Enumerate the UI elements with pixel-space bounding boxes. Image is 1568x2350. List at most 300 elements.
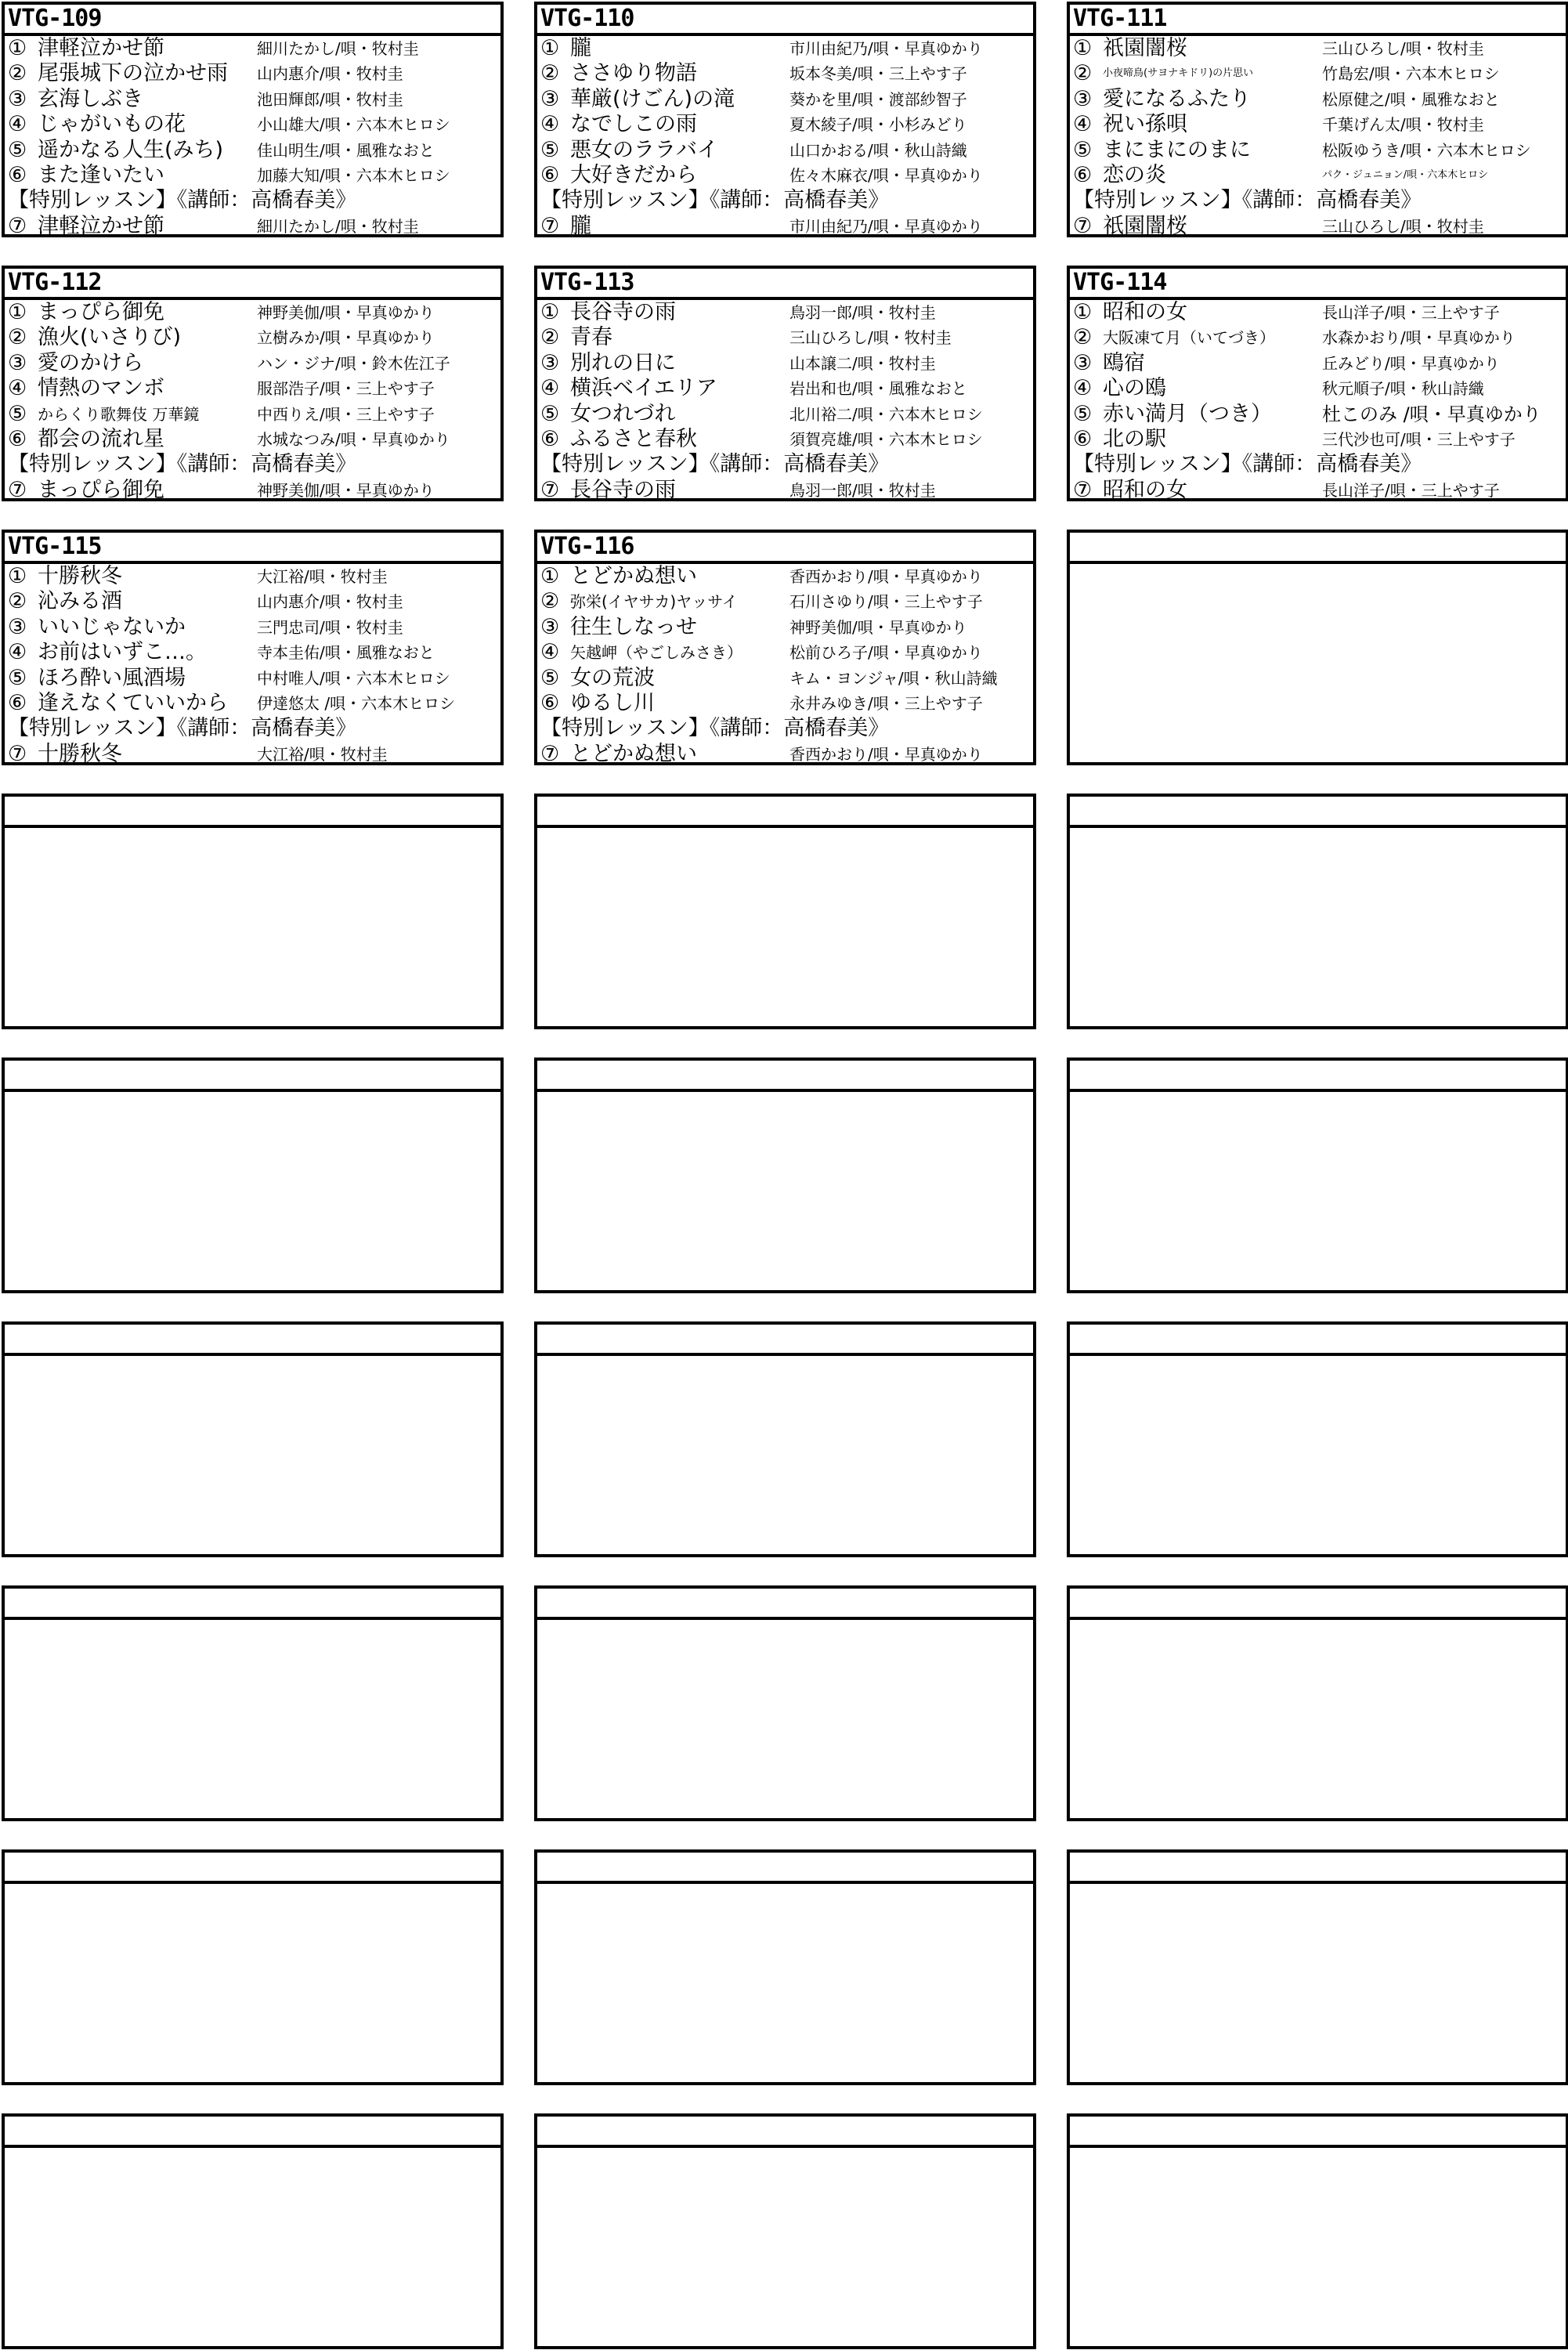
track-number: ⑥: [8, 426, 27, 451]
track-row: [537, 61, 1033, 86]
track-row: [537, 691, 1033, 716]
track-artist: 山本譲二/唄・牧村圭: [789, 353, 936, 373]
card: [534, 530, 1036, 765]
track-title: 華厳(けごん)の滝: [570, 86, 735, 111]
track-row: [537, 300, 1033, 325]
track-row: [1070, 300, 1566, 325]
track-row: [537, 640, 1033, 665]
track-number: ①: [8, 36, 27, 60]
track-artist: 立樹みか/唄・早真ゆかり: [257, 328, 435, 348]
track-title: 女の荒波: [570, 665, 655, 690]
track-row: [537, 376, 1033, 401]
card-header: [1070, 1325, 1566, 1356]
track-row: [5, 615, 500, 640]
track-number: ②: [8, 61, 27, 86]
track-title: お前はいずこ…。: [38, 640, 207, 665]
track-number: ③: [540, 350, 560, 375]
track-artist: 岩出和也/唄・風雅なおと: [789, 379, 967, 399]
track-title: 尾張城下の泣かせ雨: [38, 61, 228, 86]
card: [534, 266, 1036, 501]
track-list: [537, 2148, 1033, 2346]
track-title: 長谷寺の雨: [570, 300, 676, 324]
lesson-row: [1070, 188, 1566, 213]
track-artist: 葵かを里/唄・渡部紗智子: [789, 89, 967, 109]
track-artist: 佐々木麻衣/唄・早真ゆかり: [789, 165, 983, 185]
track-title: 別れの日に: [570, 350, 676, 375]
track-number: ①: [1073, 300, 1093, 324]
track-number: ①: [540, 36, 560, 60]
track-number: ⑦: [540, 741, 560, 766]
track-row: [1070, 87, 1566, 112]
track-list: [537, 564, 1033, 766]
lesson-row: [1070, 452, 1566, 477]
card-header: [1070, 797, 1566, 828]
track-number: ⑤: [540, 665, 560, 690]
card: [1067, 1585, 1568, 1821]
track-row: [5, 138, 500, 163]
track-artist: 長山洋子/唄・三上やす子: [1322, 480, 1500, 500]
lesson-track-row: [5, 478, 500, 503]
track-number: ③: [8, 614, 27, 639]
card: [2, 1058, 504, 1293]
track-title: 沁みる酒: [38, 589, 122, 614]
track-number: ④: [1073, 376, 1093, 401]
track-artist: 市川由紀乃/唄・早真ゆかり: [789, 39, 983, 58]
track-artist: 坂本冬美/唄・三上やす子: [789, 64, 967, 84]
track-title: 逢えなくていいから: [38, 690, 228, 715]
track-list: [537, 1620, 1033, 1818]
track-row: [537, 325, 1033, 350]
track-artist: 香西かおり/唄・早真ゆかり: [789, 567, 983, 586]
track-row: [5, 112, 500, 137]
track-number: ①: [1073, 36, 1093, 60]
track-title: とどかぬ想い: [570, 741, 697, 766]
track-title: 朧: [570, 36, 591, 60]
track-list: [1070, 564, 1566, 762]
track-list: [537, 36, 1033, 238]
track-title: 津軽泣かせ節: [38, 213, 164, 238]
card: [534, 1321, 1036, 1557]
card: [2, 530, 504, 765]
card-code: VTG-115: [8, 533, 102, 560]
lesson-label: 【特別レッスン】《講師：高橋春美》: [8, 452, 357, 477]
track-title: 祇園闇桜: [1103, 213, 1187, 238]
card: [1067, 1321, 1568, 1557]
track-number: ②: [8, 325, 27, 350]
track-artist: 加藤大知/唄・六本木ヒロシ: [257, 165, 450, 185]
track-title: 横浜ベイエリア: [570, 376, 717, 401]
card-header: [537, 2117, 1033, 2148]
track-row: [1070, 112, 1566, 137]
card-header: [537, 1325, 1033, 1356]
track-number: ⑤: [8, 665, 27, 690]
track-number: ⑥: [8, 690, 27, 715]
track-artist: 池田輝郎/唄・牧村圭: [257, 89, 403, 109]
card-header: [5, 1589, 500, 1620]
track-artist: 三門忠司/唄・牧村圭: [257, 617, 403, 637]
card: [1067, 2, 1568, 237]
track-list: [5, 1092, 500, 1290]
card-header: [5, 1061, 500, 1092]
track-number: ⑦: [540, 213, 560, 238]
lesson-row: [5, 716, 500, 741]
track-row: [1070, 163, 1566, 188]
track-artist: 服部浩子/唄・三上やす子: [257, 379, 435, 399]
card: [2, 2113, 504, 2349]
card-header: [537, 1061, 1033, 1092]
track-artist: 細川たかし/唄・牧村圭: [257, 39, 419, 58]
track-row: [1070, 376, 1566, 401]
track-number: ⑦: [1073, 213, 1093, 238]
track-number: ⑥: [8, 162, 27, 187]
track-artist: 長山洋子/唄・三上やす子: [1322, 303, 1500, 322]
track-artist: 三山ひろし/唄・牧村圭: [789, 328, 952, 348]
track-row: [537, 564, 1033, 589]
track-list: [1070, 828, 1566, 1026]
track-row: [537, 666, 1033, 691]
track-title: また逢いたい: [38, 162, 164, 187]
track-title: 矢越岬（やごしみさき）: [570, 643, 742, 663]
track-row: [537, 427, 1033, 452]
track-artist: 千葉げん太/唄・牧村圭: [1322, 115, 1484, 135]
track-number: ②: [540, 61, 560, 86]
card: [2, 1585, 504, 1821]
track-row: [537, 36, 1033, 61]
track-artist: 須賀亮雄/唄・六本木ヒロシ: [789, 429, 983, 449]
track-title: 祇園闇桜: [1103, 36, 1187, 60]
card-header: [5, 533, 500, 564]
track-title: 往生しなっせ: [570, 614, 697, 639]
track-number: ⑥: [540, 426, 560, 451]
track-list: [537, 828, 1033, 1026]
card-header: [5, 269, 500, 300]
lesson-label: 【特別レッスン】《講師：高橋春美》: [8, 716, 357, 741]
card: [1067, 2113, 1568, 2349]
track-row: [537, 351, 1033, 376]
card-header: [1070, 2117, 1566, 2148]
track-title: 十勝秋冬: [38, 564, 122, 588]
track-list: [537, 300, 1033, 502]
track-row: [5, 564, 500, 589]
track-list: [537, 1092, 1033, 1290]
track-artist: 市川由紀乃/唄・早真ゆかり: [789, 216, 983, 236]
track-title: 昭和の女: [1103, 477, 1187, 502]
track-title: まっぴら御免: [38, 300, 164, 324]
track-title: 愛になるふたり: [1103, 86, 1251, 111]
card-header: [537, 797, 1033, 828]
lesson-label: 【特別レッスン】《講師：高橋春美》: [8, 188, 357, 213]
track-title: 津軽泣かせ節: [38, 36, 164, 60]
track-number: ③: [540, 86, 560, 111]
track-title: 大好きだから: [570, 162, 697, 187]
track-title: 遥かなる人生(みち): [38, 137, 224, 162]
track-list: [5, 2148, 500, 2346]
card-code: VTG-112: [8, 269, 102, 296]
card: [2, 2, 504, 237]
track-title: 心の鴎: [1103, 376, 1166, 401]
track-row: [5, 402, 500, 427]
track-number: ⑤: [1073, 401, 1093, 426]
track-artist: 北川裕二/唄・六本木ヒロシ: [789, 404, 983, 424]
track-title: 大阪凍て月（いてづき）: [1103, 328, 1275, 348]
card-code: VTG-113: [540, 269, 634, 296]
track-number: ④: [540, 112, 560, 137]
track-row: [5, 640, 500, 665]
card-header: [1070, 5, 1566, 36]
track-artist: 杜このみ /唄・早真ゆかり: [1322, 403, 1541, 425]
card: [2, 1849, 504, 2085]
track-list: [5, 828, 500, 1026]
lesson-track-row: [1070, 214, 1566, 239]
lesson-track-row: [5, 214, 500, 239]
track-artist: 鳥羽一郎/唄・牧村圭: [789, 480, 936, 500]
track-artist: 水城なつみ/唄・早真ゆかり: [257, 429, 450, 449]
card-header: [537, 1853, 1033, 1884]
card: [1067, 1058, 1568, 1293]
track-number: ⑤: [1073, 137, 1093, 162]
track-artist: 鳥羽一郎/唄・牧村圭: [789, 303, 936, 322]
card: [534, 2113, 1036, 2349]
track-row: [537, 138, 1033, 163]
track-row: [537, 589, 1033, 614]
card-header: [537, 269, 1033, 300]
lesson-row: [5, 452, 500, 477]
track-list: [5, 1620, 500, 1818]
card: [534, 1058, 1036, 1293]
card: [2, 266, 504, 501]
track-list: [1070, 1884, 1566, 2082]
track-title: 玄海しぶき: [38, 86, 143, 111]
track-number: ⑦: [540, 477, 560, 502]
card: [534, 1849, 1036, 2085]
track-artist: 永井みゆき/唄・三上やす子: [789, 693, 983, 713]
card-header: [1070, 533, 1566, 564]
track-row: [5, 36, 500, 61]
track-title: いいじゃないか: [38, 614, 186, 639]
track-list: [5, 300, 500, 502]
track-title: 小夜啼鳥(サヨナキドリ)の片思い: [1103, 67, 1254, 80]
track-row: [5, 427, 500, 452]
track-list: [537, 1356, 1033, 1554]
card: [1067, 266, 1568, 501]
card: [534, 2, 1036, 237]
track-row: [5, 666, 500, 691]
track-artist: 松阪ゆうき/唄・六本木ヒロシ: [1322, 140, 1531, 160]
card: [1067, 530, 1568, 765]
track-number: ④: [8, 640, 27, 665]
track-artist: キム・ヨンジャ/唄・秋山詩織: [789, 668, 998, 688]
track-row: [537, 615, 1033, 640]
track-list: [1070, 36, 1566, 238]
track-number: ③: [1073, 86, 1093, 111]
track-row: [5, 61, 500, 86]
track-row: [5, 163, 500, 188]
track-number: ①: [8, 564, 27, 588]
track-artist: 山内惠介/唄・牧村圭: [257, 64, 403, 84]
track-list: [5, 1884, 500, 2082]
track-title: 弥栄(イヤサカ)ヤッサイ: [570, 592, 738, 612]
track-title: まっぴら御免: [38, 477, 164, 502]
track-title: 赤い満月（つき）: [1103, 401, 1272, 426]
track-artist: 中西りえ/唄・三上やす子: [257, 404, 435, 424]
track-number: ⑥: [540, 690, 560, 715]
track-artist: 寺本圭佑/唄・風雅なおと: [257, 643, 435, 663]
track-list: [5, 1356, 500, 1554]
track-artist: 神野美伽/唄・早真ゆかり: [789, 617, 967, 637]
track-number: ⑥: [540, 162, 560, 187]
track-artist: 三山ひろし/唄・牧村圭: [1322, 39, 1484, 58]
track-artist: 大江裕/唄・牧村圭: [257, 567, 388, 586]
track-artist: 細川たかし/唄・牧村圭: [257, 216, 419, 236]
lesson-row: [5, 188, 500, 213]
track-number: ⑤: [8, 137, 27, 162]
track-row: [5, 325, 500, 350]
track-number: ①: [540, 564, 560, 588]
track-title: ゆるし川: [570, 690, 655, 715]
card-header: [1070, 1853, 1566, 1884]
track-artist: 伊達悠太 /唄・六本木ヒロシ: [257, 693, 456, 713]
track-title: 漁火(いさりび): [38, 325, 182, 350]
lesson-label: 【特別レッスン】《講師：高橋春美》: [540, 452, 890, 477]
track-artist: 小山雄大/唄・六本木ヒロシ: [257, 115, 450, 135]
track-row: [537, 163, 1033, 188]
track-title: なでしこの雨: [570, 112, 697, 137]
track-title: 情熱のマンボ: [38, 376, 164, 401]
track-title: 青春: [570, 325, 612, 350]
track-number: ⑦: [1073, 477, 1093, 502]
track-title: ふるさと春秋: [570, 426, 697, 451]
track-list: [5, 564, 500, 766]
card: [1067, 1849, 1568, 2085]
track-artist: 中村唯人/唄・六本木ヒロシ: [257, 668, 450, 688]
track-artist: 秋元順子/唄・秋山詩織: [1322, 379, 1484, 399]
track-number: ③: [540, 614, 560, 639]
track-artist: 松原健之/唄・風雅なおと: [1322, 89, 1500, 109]
track-row: [5, 351, 500, 376]
lesson-label: 【特別レッスン】《講師：高橋春美》: [540, 716, 890, 741]
card-header: [5, 2117, 500, 2148]
card: [1067, 794, 1568, 1029]
track-title: 愛のかけら: [38, 350, 143, 375]
lesson-row: [537, 716, 1033, 741]
lesson-track-row: [537, 742, 1033, 767]
track-artist: ハン・ジナ/唄・鈴木佐江子: [257, 353, 450, 373]
track-title: 都会の流れ星: [38, 426, 164, 451]
track-row: [5, 87, 500, 112]
track-title: 鴎宿: [1103, 350, 1145, 375]
lesson-label: 【特別レッスン】《講師：高橋春美》: [540, 188, 890, 213]
track-number: ④: [540, 640, 560, 665]
track-number: ⑤: [540, 137, 560, 162]
track-title: 北の駅: [1103, 426, 1166, 451]
track-number: ①: [8, 300, 27, 324]
track-title: とどかぬ想い: [570, 564, 697, 588]
track-artist: 佳山明生/唄・風雅なおと: [257, 140, 435, 160]
track-number: ②: [540, 589, 560, 614]
track-row: [1070, 61, 1566, 86]
track-artist: 松前ひろ子/唄・早真ゆかり: [789, 643, 983, 663]
card-header: [537, 1589, 1033, 1620]
track-number: ⑤: [8, 401, 27, 426]
track-number: ⑦: [8, 741, 27, 766]
track-row: [5, 691, 500, 716]
track-artist: 竹島宏/唄・六本木ヒロシ: [1322, 64, 1500, 84]
track-title: からくり歌舞伎 万華鏡: [38, 404, 200, 424]
track-row: [537, 112, 1033, 137]
track-list: [1070, 1356, 1566, 1554]
card-code: VTG-111: [1073, 5, 1167, 32]
card-header: [5, 1853, 500, 1884]
track-number: ②: [1073, 325, 1093, 350]
track-number: ③: [1073, 350, 1093, 375]
track-number: ④: [1073, 112, 1093, 137]
lesson-track-row: [537, 214, 1033, 239]
track-row: [537, 402, 1033, 427]
card-code: VTG-110: [540, 5, 634, 32]
track-title: 昭和の女: [1103, 300, 1187, 324]
track-number: ④: [8, 376, 27, 401]
track-title: 祝い孫唄: [1103, 112, 1187, 137]
track-list: [1070, 1092, 1566, 1290]
lesson-row: [537, 452, 1033, 477]
track-row: [1070, 325, 1566, 350]
track-row: [1070, 351, 1566, 376]
track-row: [5, 300, 500, 325]
card: [534, 794, 1036, 1029]
track-artist: 丘みどり/唄・早真ゆかり: [1322, 353, 1500, 373]
track-list: [537, 1884, 1033, 2082]
lesson-label: 【特別レッスン】《講師：高橋春美》: [1073, 452, 1422, 477]
track-title: 十勝秋冬: [38, 741, 122, 766]
track-artist: 三山ひろし/唄・牧村圭: [1322, 216, 1484, 236]
card-header: [537, 533, 1033, 564]
track-list: [1070, 2148, 1566, 2346]
track-number: ⑦: [8, 477, 27, 502]
track-title: 恋の炎: [1103, 162, 1166, 187]
track-artist: 水森かおり/唄・早真ゆかり: [1322, 328, 1516, 348]
track-number: ⑥: [1073, 426, 1093, 451]
track-row: [5, 376, 500, 401]
card: [2, 1321, 504, 1557]
track-artist: 夏木綾子/唄・小杉みどり: [789, 115, 967, 135]
lesson-track-row: [5, 742, 500, 767]
lesson-track-row: [1070, 478, 1566, 503]
card: [2, 794, 504, 1029]
track-artist: 大江裕/唄・牧村圭: [257, 744, 388, 764]
track-number: ③: [8, 86, 27, 111]
track-number: ③: [8, 350, 27, 375]
track-number: ②: [540, 325, 560, 350]
track-title: 長谷寺の雨: [570, 477, 676, 502]
track-title: ささゆり物語: [570, 61, 697, 86]
card-code: VTG-114: [1073, 269, 1167, 296]
lesson-row: [537, 188, 1033, 213]
track-number: ①: [540, 300, 560, 324]
track-row: [1070, 402, 1566, 427]
track-number: ②: [1073, 61, 1093, 86]
card-header: [5, 5, 500, 36]
track-title: 朧: [570, 213, 591, 238]
track-row: [5, 589, 500, 614]
card-header: [537, 5, 1033, 36]
track-artist: 三代沙也可/唄・三上やす子: [1322, 429, 1516, 449]
track-number: ⑦: [8, 213, 27, 238]
track-title: じゃがいもの花: [38, 112, 186, 137]
track-row: [1070, 138, 1566, 163]
track-list: [5, 36, 500, 238]
track-list: [1070, 1620, 1566, 1818]
track-number: ⑥: [1073, 162, 1093, 187]
